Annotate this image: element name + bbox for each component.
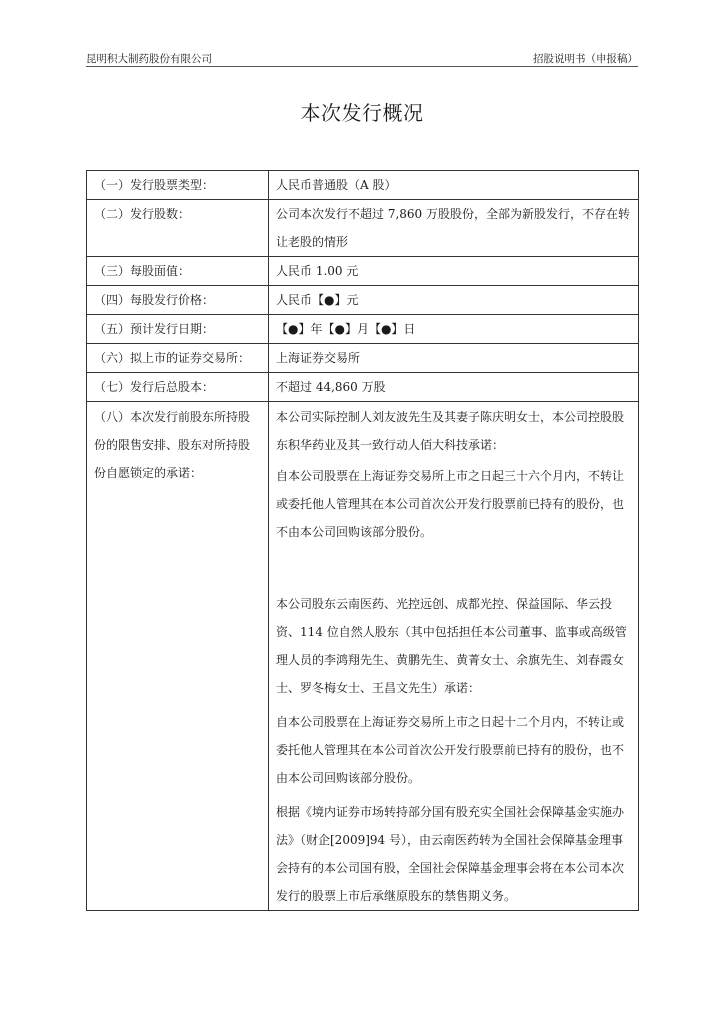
row-value: 人民币普通股（A 股）: [269, 171, 639, 200]
row-label: （五）预计发行日期：: [87, 315, 269, 344]
row-label: （六）拟上市的证券交易所：: [87, 344, 269, 373]
lockup-commitments: [269, 402, 639, 911]
row-value: 公司本次发行不超过 7,860 万股股份，全部为新股发行，不存在转让老股的情形: [269, 200, 639, 257]
row-label: （二）发行股数：: [87, 200, 269, 257]
lockup-paragraph: 本公司股东云南医药、光控远创、成都光控、保益国际、华云投资、114 位自然人股东（其中包括担任本公司董事、监事或高级管理人员的李鸿翔先生、黄鹏先生、黄菁女士、余旗先生、刘春霞女士、罗冬梅女士、王昌文先生）承诺：: [276, 597, 627, 695]
table-row-issue-date: [87, 315, 639, 344]
lockup-paragraph: 本公司实际控制人刘友波先生及其妻子陈庆明女士，本公司控股股东积华药业及其一致行动人佰大科技承诺：: [276, 410, 625, 452]
header-company-name: 昆明积大制药股份有限公司: [86, 53, 212, 65]
table-row-lockup-commitments: [87, 402, 639, 911]
lockup-paragraph: 自本公司股票在上海证券交易所上市之日起三十六个月内，不转让或委托他人管理其在本公司首次公开发行股票前已持有的股份，也不由本公司回购该部分股份。: [276, 469, 625, 539]
table-row-share-count: [87, 200, 639, 257]
table-row-total-shares: [87, 373, 639, 402]
row-value: 上海证券交易所: [269, 344, 639, 373]
page-title: 本次发行概况: [300, 101, 424, 125]
table-row-issue-price: [87, 286, 639, 315]
row-label: （四）每股发行价格：: [87, 286, 269, 315]
page-header: [86, 50, 638, 67]
row-label: （三）每股面值：: [87, 257, 269, 286]
offering-overview-table: [86, 170, 639, 911]
table-row-stock-type: [87, 171, 639, 200]
row-label: （七）发行后总股本：: [87, 373, 269, 402]
lockup-paragraph: 根据《境内证券市场转持部分国有股充实全国社会保障基金实施办法》（财企[2009]94 号），由云南医药转为全国社会保障基金理事会持有的本公司国有股，全国社会保障基金理事会将在本公司本次发行的股票上市后承继原股东的禁售期义务。: [276, 805, 625, 903]
row-value: 【●】年【●】月【●】日: [269, 315, 639, 344]
row-value: 不超过 44,860 万股: [269, 373, 639, 402]
table-row-par-value: [87, 257, 639, 286]
row-label: （一）发行股票类型：: [87, 171, 269, 200]
lockup-paragraph: 自本公司股票在上海证券交易所上市之日起十二个月内，不转让或委托他人管理其在本公司首次公开发行股票前已持有的股份，也不由本公司回购该部分股份。: [276, 715, 625, 785]
row-value: 人民币 1.00 元: [269, 257, 639, 286]
table-row-exchange: [87, 344, 639, 373]
row-label: （八）本次发行前股东所持股份的限售安排、股东对所持股份自愿锁定的承诺：: [87, 402, 269, 911]
row-value: 人民币【●】元: [269, 286, 639, 315]
header-document-name: 招股说明书（申报稿）: [533, 53, 638, 65]
